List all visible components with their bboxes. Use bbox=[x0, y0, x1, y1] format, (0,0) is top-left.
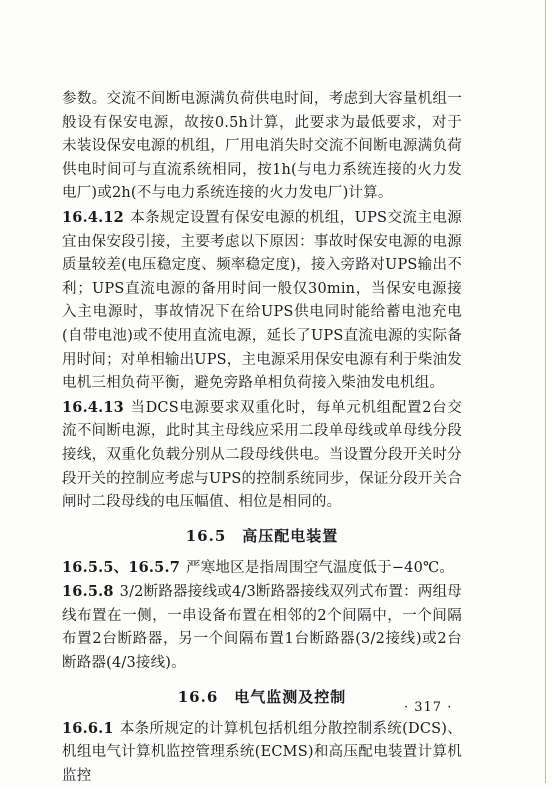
section-heading-16-5: 16.5 高压配电装置 bbox=[185, 526, 339, 545]
section-heading-16-6: 16.6 电气监测及控制 bbox=[177, 687, 347, 706]
paragraph-continuation bbox=[62, 88, 462, 206]
paragraph-text: 参数。交流不间断电源满负荷供电时间，考虑到大容量机组一般设有保安电源，故按0.5h计算，此要求为最低要求，对于未装设保安电源的机组，厂用电消失时交流不间断电源满负荷供电时间可与直流系统相同，按1h(与电力系统连接的火力发电厂)或2h(不与电力系统连接的火力发电厂)计算。 bbox=[62, 91, 462, 202]
clause-text: 本条所规定的计算机包括机组分散控制系统(DCS)、机组电气计算机监控管理系统(ECMS)和高压配电装置计算机监控 bbox=[62, 720, 462, 784]
clause-text: 3/2断路器接线或4/3断路器接线双列式布置：两组母线布置在一侧，一串设备布置在相邻的2个间隔中，一个间隔布置2台断路器，另一个间隔布置1台断路器(3/2接线)或2台断路器(4/3接线)。 bbox=[62, 584, 462, 672]
clause-text: 当DCS电源要求双重化时，每单元机组配置2台交流不间断电源，此时其主母线应采用二段单母线或单母线分段接线，双重化负载分别从二段母线供电。当设置分段开关时分段开关的控制应考虑与UPS的控制系统同步，保证分段开关合闸时二段母线的电压幅值、相位是相同的。 bbox=[62, 399, 463, 511]
clause-16-4-13 bbox=[62, 396, 462, 515]
clause-16-5-5-16-5-7 bbox=[62, 556, 462, 581]
clause-text: 本条规定设置有保安电源的机组，UPS交流主电源宜由保安段引接，主要考虑以下原因：事故时保安电源的电源质量较差(电压稳定度、频率稳定度)，接入旁路对UPS输出不利；UPS直流电源的备用时间一般仅30min，当保安电源接入主电源时，事故情况下在给UPS供电同时能给蓄电池充电(自带电池)或不使用直流电源，延长了UPS直流电源的实际备用时间；对单相输出UPS，主电源采用保安电源有利于柴油发电机三相负荷平衡，避免旁路单相负荷接入柴油发电机组。 bbox=[62, 209, 463, 392]
clause-number: 16.6.1 bbox=[62, 719, 114, 737]
clause-16-5-8 bbox=[62, 580, 462, 675]
clause-number: 16.5.5、16.5.7 bbox=[62, 558, 181, 576]
clause-16-6-1 bbox=[62, 717, 462, 788]
clause-number: 16.4.13 bbox=[62, 398, 124, 416]
clause-number: 16.5.8 bbox=[62, 583, 114, 601]
page-number: · 317 · bbox=[404, 700, 453, 715]
clause-16-4-12 bbox=[62, 206, 462, 396]
page-edge-divider bbox=[545, 0, 546, 783]
clause-number: 16.4.12 bbox=[62, 208, 124, 226]
page-body bbox=[62, 88, 462, 788]
clause-text: 严寒地区是指周围空气温度低于−40℃。 bbox=[186, 559, 455, 576]
